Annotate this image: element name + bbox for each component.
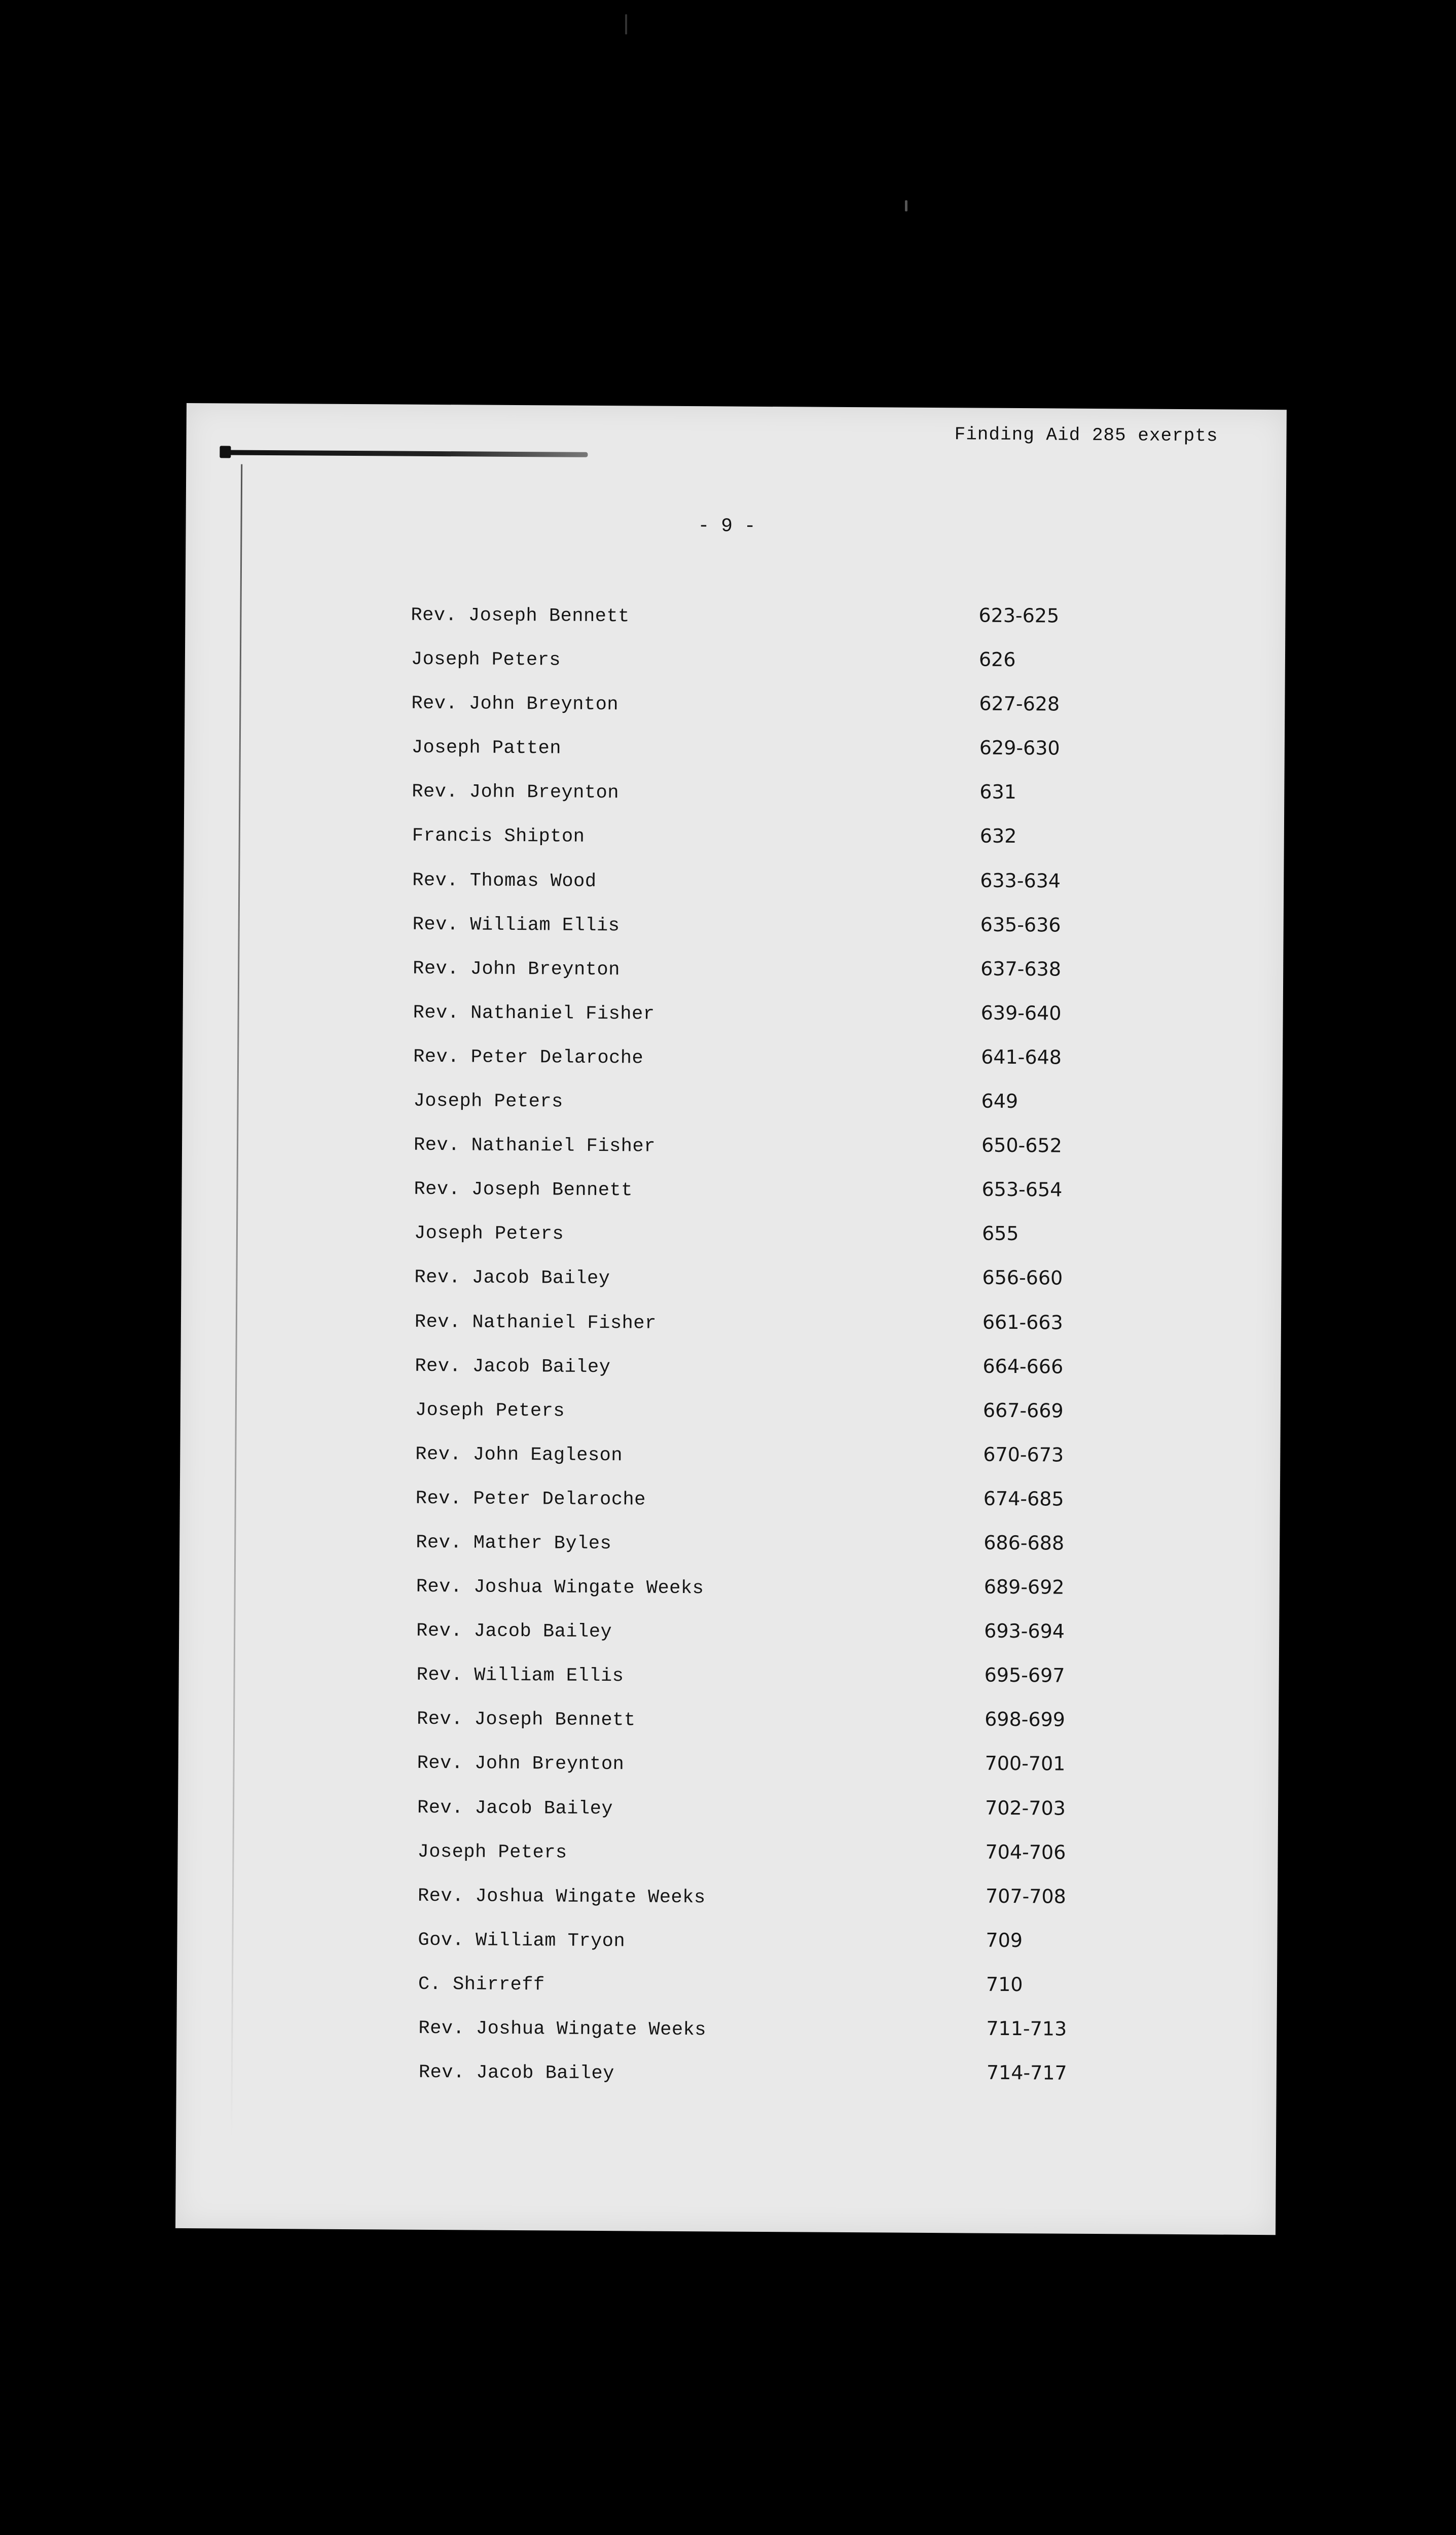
correspondent-name: Rev. Joshua Wingate Weeks <box>417 1885 706 1909</box>
correspondent-name: Rev. Mather Byles <box>416 1532 612 1555</box>
correspondent-name: Rev. Nathaniel Fisher <box>414 1311 657 1334</box>
list-item <box>417 1797 1229 1846</box>
correspondent-name: Francis Shipton <box>412 825 585 848</box>
page-range: 707-708 <box>985 1885 1066 1908</box>
page-range: 650-652 <box>981 1134 1063 1157</box>
page-range: 711-713 <box>986 2017 1067 2040</box>
correspondent-name: Rev. Joseph Bennett <box>411 604 630 628</box>
page-range: 655 <box>981 1222 1019 1245</box>
list-item <box>415 1488 1227 1537</box>
list-item <box>414 1223 1226 1272</box>
page-range: 649 <box>981 1090 1018 1113</box>
list-item <box>411 605 1222 654</box>
list-item <box>416 1664 1228 1714</box>
page-range: 714-717 <box>986 2061 1067 2084</box>
correspondent-name: Joseph Peters <box>417 1841 567 1864</box>
list-item <box>411 649 1223 698</box>
correspondent-name: Rev. Nathaniel Fisher <box>413 1134 656 1157</box>
list-item <box>412 781 1223 830</box>
left-margin-line <box>231 464 242 2138</box>
list-item <box>418 1930 1229 1979</box>
correspondent-name: Rev. Jacob Bailey <box>414 1267 610 1290</box>
page-range: 693-694 <box>984 1619 1065 1643</box>
page-range: 641-648 <box>981 1045 1062 1069</box>
list-item <box>414 1135 1225 1184</box>
list-item <box>418 2062 1230 2111</box>
list-item <box>413 1002 1224 1052</box>
list-item <box>415 1355 1226 1404</box>
page-range: 631 <box>979 780 1017 804</box>
correspondent-name: Rev. William Ellis <box>412 914 620 936</box>
correspondence-list <box>402 605 1222 2111</box>
correspondent-name: Rev. Jacob Bailey <box>416 1620 612 1643</box>
page-range: 656-660 <box>982 1266 1063 1289</box>
list-item <box>411 693 1223 742</box>
correspondent-name: Rev. Thomas Wood <box>412 870 597 892</box>
list-item <box>416 1532 1227 1581</box>
correspondent-name: Rev. John Breynton <box>417 1753 625 1776</box>
correspondent-name: Rev. Jacob Bailey <box>415 1355 611 1378</box>
document-page <box>175 403 1287 2235</box>
list-item <box>414 1179 1225 1228</box>
correspondent-name: Rev. Peter Delaroche <box>415 1488 646 1511</box>
page-range: 686-688 <box>984 1531 1065 1554</box>
list-item <box>411 737 1223 786</box>
page-range: 637-638 <box>980 957 1062 981</box>
page-range: 664-666 <box>982 1355 1064 1378</box>
list-item <box>413 958 1224 1007</box>
correspondent-name: Rev. Joseph Bennett <box>417 1709 636 1731</box>
list-item <box>417 1753 1228 1802</box>
page-range: 695-697 <box>984 1663 1065 1687</box>
list-item <box>414 1267 1226 1316</box>
list-item <box>416 1620 1228 1670</box>
page-range: 623-625 <box>978 604 1060 627</box>
page-number: - 9 - <box>698 515 756 537</box>
correspondent-name: Rev. Jacob Bailey <box>417 1797 613 1820</box>
scan-speck <box>905 200 907 211</box>
page-range: 629-630 <box>979 736 1060 759</box>
correspondent-name: Rev. Jacob Bailey <box>418 2061 614 2085</box>
page-range: 632 <box>979 825 1017 848</box>
page-range: 633-634 <box>980 869 1061 892</box>
scan-speck <box>625 14 627 34</box>
page-range: 661-663 <box>982 1311 1063 1334</box>
correspondent-name: Rev. Joshua Wingate Weeks <box>418 2017 707 2041</box>
correspondent-name: Rev. Joseph Bennett <box>414 1178 633 1202</box>
page-range: 667-669 <box>982 1399 1064 1422</box>
page-range: 674-685 <box>983 1487 1064 1510</box>
list-item <box>418 1886 1229 1935</box>
page-range: 670-673 <box>983 1443 1064 1466</box>
correspondent-name: Rev. John Eagleson <box>415 1443 623 1467</box>
correspondent-name: Rev. William Ellis <box>416 1664 624 1687</box>
correspondent-name: Joseph Peters <box>415 1399 565 1422</box>
correspondent-name: Rev. Joshua Wingate Weeks <box>416 1576 704 1600</box>
page-range: 689-692 <box>984 1575 1065 1599</box>
list-item <box>416 1576 1227 1625</box>
correspondent-name: Rev. John Breynton <box>412 781 620 804</box>
page-range: 653-654 <box>981 1178 1063 1201</box>
correspondent-name: Gov. William Tryon <box>418 1929 626 1952</box>
page-range: 709 <box>986 1929 1023 1951</box>
list-item <box>417 1709 1228 1758</box>
page-range: 627-628 <box>979 692 1060 715</box>
page-range: 700-701 <box>985 1752 1066 1776</box>
correspondent-name: Rev. John Breynton <box>411 693 619 716</box>
list-item <box>412 825 1223 875</box>
correspondent-name: Joseph Peters <box>414 1223 564 1245</box>
correspondent-name: Rev. Peter Delaroche <box>413 1046 644 1069</box>
page-range: 702-703 <box>985 1796 1066 1820</box>
list-item <box>418 2018 1230 2067</box>
page-range: 639-640 <box>980 1001 1062 1025</box>
list-item <box>413 1091 1225 1140</box>
page-range: 626 <box>978 648 1016 671</box>
page-range: 710 <box>986 1973 1023 1996</box>
list-item <box>418 1974 1230 2023</box>
list-item <box>415 1444 1227 1493</box>
list-item <box>412 914 1224 963</box>
list-item <box>413 1046 1225 1096</box>
page-range: 704-706 <box>985 1840 1066 1864</box>
list-item <box>417 1841 1229 1890</box>
list-item <box>412 870 1224 919</box>
correspondent-name: Rev. John Breynton <box>413 958 620 981</box>
list-item <box>415 1311 1226 1360</box>
correspondent-name: Joseph Peters <box>413 1090 563 1113</box>
finding-aid-reference: Finding Aid 285 exerpts <box>954 424 1218 447</box>
list-item <box>415 1399 1226 1448</box>
page-range: 635-636 <box>980 913 1061 936</box>
correspondent-name: C. Shirreff <box>418 1973 545 1996</box>
page-range: 698-699 <box>985 1708 1066 1731</box>
correspondent-name: Joseph Patten <box>411 737 562 759</box>
correspondent-name: Rev. Nathaniel Fisher <box>413 1002 655 1025</box>
correspondent-name: Joseph Peters <box>411 648 561 671</box>
top-margin-stroke <box>223 450 588 457</box>
